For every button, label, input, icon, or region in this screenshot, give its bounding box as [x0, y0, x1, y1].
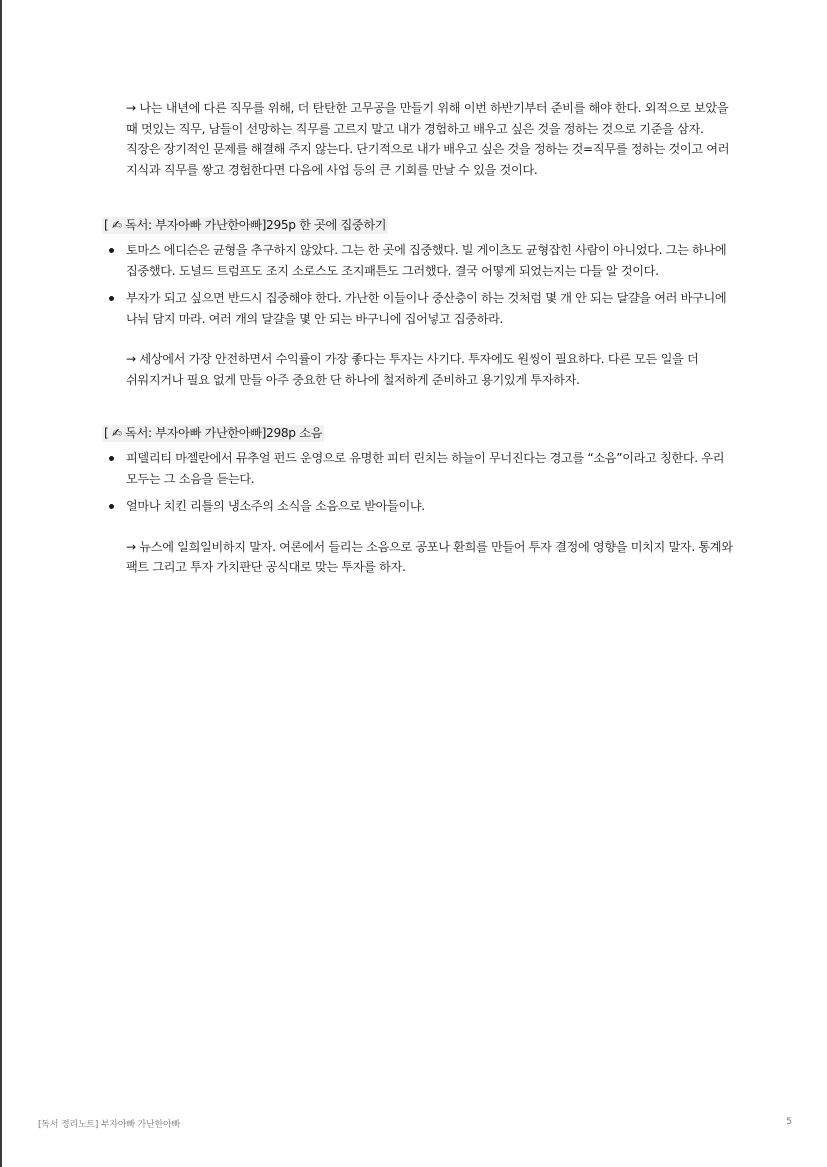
section-focus [102, 214, 734, 390]
section-note: → 뉴스에 일희일비하지 말자. 여론에서 들리는 소음으로 공포나 환희를 만들어 투자 결정에 영향을 미치지 말자. 통계와 팩트 그리고 투자 가치판단 공식대로 맞는 투자를 하자. [126, 539, 733, 574]
list-item [126, 240, 734, 281]
footer-document-title: [독서 정리노트] 부자아빠 가난한아빠 [38, 1120, 181, 1130]
bullet-text: 피델리티 마젤란에서 뮤추얼 펀드 운영으로 유명한 피터 린치는 하늘이 무너진다는 경고를 “소음”이라고 칭한다. 우리 모두는 그 소음을 듣는다. [126, 451, 725, 486]
section-heading [102, 425, 324, 442]
page-left-edge [0, 0, 2, 1167]
bullet-text: 부자가 되고 싶으면 반드시 집중해야 한다. 가난한 이들이나 중산층이 하는 것처럼 몇 개 안 되는 달걀을 여러 바구니에 나눠 담지 마라. 여러 개의 달걀을 몇 안 되는 바구니에 집어넣고 집중하라. [126, 291, 727, 326]
writing-hand-icon: ✍ [111, 218, 122, 232]
list-item [126, 496, 734, 517]
heading-bracket: [ [104, 426, 112, 440]
bullet-list [102, 448, 734, 517]
footer-page-number: 5 [786, 1117, 792, 1127]
page-content [102, 98, 734, 578]
heading-title: 독서: 부자아빠 가난한아빠]295p 한 곳에 집중하기 [121, 218, 387, 232]
list-item [126, 288, 734, 329]
section-note: → 세상에서 가장 안전하면서 수익률이 가장 좋다는 투자는 사기다. 투자에도 원씽이 필요하다. 다른 모든 일을 더 쉬워지거나 필요 없게 만들 아주 중요한 단 하나에 철저하게 준비하고 용기있게 투자하자. [126, 352, 699, 387]
section-noise [102, 422, 734, 578]
writing-hand-icon: ✍ [111, 426, 122, 440]
section-heading [102, 217, 388, 234]
intro-reflection: → 나는 내년에 다른 직무를 위해, 더 탄탄한 고무공을 만들기 위해 이번 하반기부터 준비를 해야 한다. 외적으로 보았을 때 멋있는 직무, 남들이 선망하는 직무를 고르지 말고 내가 경험하고 배우고 싶은 것을 정하는 것으로 기준을 삼자. 직장은 장기적인 문제를 해결해 주지 않는다. 단기적으로 내가 배우고 싶은 것을 정하는 것=직무를 정하는 것이고 여러 지식과 직무를 쌓고 경험한다면 다음에 사업 등의 큰 기회를 만날 수 있을 것이다. [126, 101, 730, 177]
bullet-text: 얼마나 치킨 리틀의 냉소주의 소식을 소음으로 받아들이냐. [126, 499, 425, 513]
bullet-text: 토마스 에디슨은 균형을 추구하지 않았다. 그는 한 곳에 집중했다. 빌 게이츠도 균형잡힌 사람이 아니었다. 그는 하나에 집중했다. 도널드 트럼프도 조지 소로스도 조지패튼도 그러했다. 결국 어떻게 되었는지는 다들 알 것이다. [126, 243, 727, 278]
bullet-list [102, 240, 734, 329]
heading-title: 독서: 부자아빠 가난한아빠]298p 소음 [121, 426, 323, 440]
heading-bracket: [ [104, 218, 112, 232]
list-item [126, 448, 734, 489]
